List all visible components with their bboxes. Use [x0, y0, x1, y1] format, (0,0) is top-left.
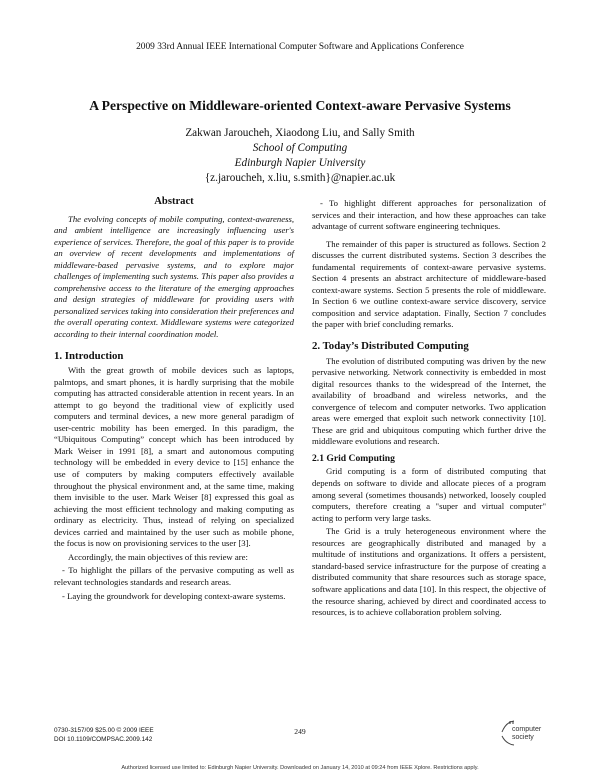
authorized-use-notice: Authorized licensed use limited to: Edinburgh Napier University. Downloaded on January 14, 2010 at 09:24 from IEEE Xplore. Restrictions apply.	[121, 765, 479, 771]
paper-title: A Perspective on Middleware-oriented Context-aware Pervasive Systems	[89, 98, 511, 113]
objective-bullet-3: - To highlight different approaches for personalization of services and their interaction, and how these approaches can take advantage of current software engineering techniques.	[312, 198, 546, 232]
doi-line: DOI 10.1109/COMPSAC.2009.142	[54, 735, 153, 743]
computer-society-emblem-icon	[500, 718, 552, 748]
computer-society-logo	[500, 718, 552, 748]
objective-bullet-1: - To highlight the pillars of the pervasive computing as well as relevant technologies standards and research areas.	[54, 565, 294, 587]
logo-text-society: society	[512, 734, 534, 741]
abstract-heading: Abstract	[154, 196, 194, 207]
objective-bullet-2: - Laying the groundwork for developing context-aware systems.	[62, 590, 286, 601]
intro-paragraph-3: The remainder of this paper is structured as follows. Section 2 discusses the current distributed systems. Section 3 describes the fundamental requirements of context-aware pervasive systems. Section 4 presents an abstract architecture of middleware-based context-aware systems. Section 5 presents the role of middleware. In Section 6 we outline context-aware service discovery, service composition and service adaptation. Finally, Section 7 concludes the paper with brief concluding remarks.	[312, 238, 546, 330]
author-names: Zakwan Jaroucheh, Xiaodong Liu, and Sally Smith	[185, 127, 415, 139]
page-number: 249	[294, 727, 306, 736]
grid-paragraph-1: Grid computing is a form of distributed computing that depends on software to divide and allocate pieces of a program among several (sometimes thousands) networked, loosely coupled computers, therefore creating a "super and virtual computer" acting to perform very large tasks.	[312, 466, 546, 523]
section-2-1-heading: 2.1 Grid Computing	[312, 452, 395, 464]
section-1-heading: 1. Introduction	[54, 349, 124, 362]
right-column	[312, 198, 546, 621]
section-2-paragraph: The evolution of distributed computing was driven by the new pervasive networking. Network connectivity is embedded in most digital resources thanks to the widespread of the Internet, the availability of broadband and wireless networks, and the convergence of telecom and computer networks. Two application areas were emerged that exploit such network connectivity [10]. These are grid and ubiquitous computing which further drive the middleware evolutions and research.	[312, 355, 546, 447]
logo-text-computer: computer	[512, 726, 542, 733]
conference-header: 2009 33rd Annual IEEE International Computer Software and Applications Conference	[136, 42, 464, 52]
author-university: Edinburgh Napier University	[234, 157, 366, 169]
abstract-text: The evolving concepts of mobile computing, context-awareness, and ambient intelligence are increasingly influencing user's experience of services. Therefore, the goal of this paper is to provide an overview of recent developments and implementations of middleware-based pervasive systems, and to explore major challenges of implementing such systems. This paper also provides a comprehensive access to the literature of the emerging approaches and design strategies of middleware for providing users with personalized services taking into consideration their preferences and the overall operating context. Middleware systems were categorized according to their internal coordination model.	[54, 213, 294, 340]
section-2-heading: 2. Today’s Distributed Computing	[312, 340, 469, 353]
author-school: School of Computing	[252, 142, 348, 154]
left-column	[54, 196, 294, 604]
intro-paragraph-1: With the great growth of mobile devices such as laptops, palmtops, and smart phones, it is hardly surprising that the mobile computing has attracted considerable attention in recent years. In an attempt to go beyond the traditional view of explicitly used computers and terminal devices, a new more general paradigm of user-centric mobility has been emerged. In this paradigm, the “Ubiquitous Computing” concept which has been introduced by Mark Weiser in 1991 [8], a smart and autonomous computing technology will be embedded in every device to [15] enhance the use of computers by making computers effectively available throughout the physical environment and, at the same time, making them invisible to the user. Mark Weiser [8] expressed this goal as achieving the most efficient technology and making computing as ordinary as electricity. Thus, instead of relying on specialized devices carried and maintained by the user such as mobile phone, the focus is now on provisioning services to the user [3].	[54, 365, 294, 549]
author-emails: {z.jaroucheh, x.liu, s.smith}@napier.ac.uk	[204, 172, 396, 184]
grid-paragraph-2: The Grid is a truly heterogeneous environment where the resources are geographically distributed and managed by a multitude of institutions and organizations. It offers a persistent, standard-based service infrastructure for the purpose of creating a distributed community that share resources such as storage space, software applications and data [10]. In this respect, the objective of the resource sharing, achieved by direct and coordinated access to resources, is to achieve collaboration problem solving.	[312, 526, 546, 618]
issn-line: 0730-3157/09 $25.00 © 2009 IEEE	[54, 727, 154, 734]
intro-paragraph-2: Accordingly, the main objectives of this review are:	[68, 551, 248, 562]
author-block	[0, 126, 600, 186]
